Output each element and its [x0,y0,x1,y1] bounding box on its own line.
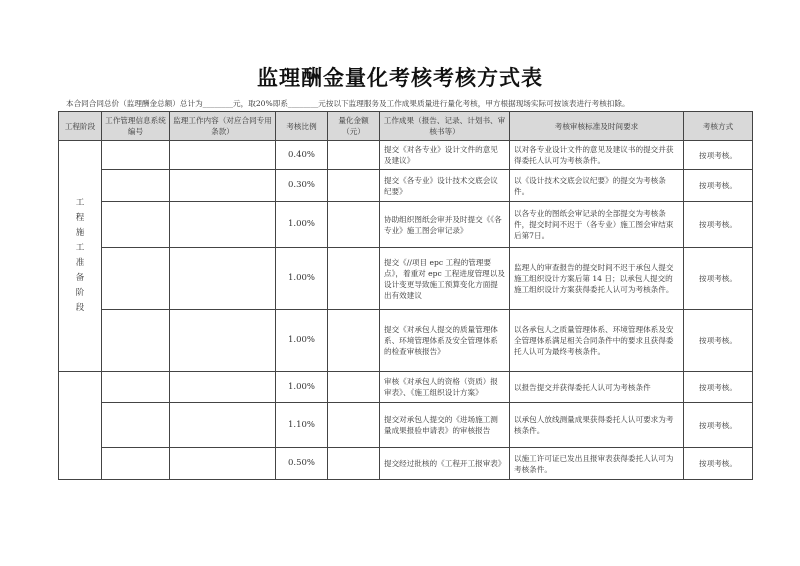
result-cell: 提交《对各专业》设计文件的意见及建议》 [380,141,510,170]
header-results: 工作成果（报告、记录、计划书、审核书等） [380,112,510,141]
table-row [59,202,753,248]
content-cell [170,372,276,403]
ratio-cell: 1.00% [276,248,328,310]
ratio-cell: 1.10% [276,403,328,448]
header-stage: 工程阶段 [59,112,102,141]
result-cell: 提交《//项目 epc 工程的管理要点》，着重对 epc 工程进度管理以及设计变更导致施工预算变化方面提出有效建议 [380,248,510,310]
result-cell: 提交《对承包人提交的质量管理体系、环境管理体系及安全管理体系的检查审核报告》 [380,310,510,372]
result-cell: 协助组织图纸会审并及时提交《《各专业》施工图会审记录》 [380,202,510,248]
info-no-cell [102,202,170,248]
table-row [59,141,753,170]
amount-cell [328,141,380,170]
content-cell [170,202,276,248]
header-method: 考核方式 [684,112,753,141]
amount-cell [328,310,380,372]
info-no-cell [102,248,170,310]
method-cell: 按项考核。 [684,403,753,448]
content-cell [170,310,276,372]
table-row [59,448,753,480]
table-row [59,403,753,448]
assessment-table [58,111,753,480]
method-cell: 按项考核。 [684,448,753,480]
result-cell: 提交《各专业》设计技术交底会议纪要》 [380,170,510,202]
content-cell [170,248,276,310]
stage-cell [59,372,102,480]
result-cell: 提交经过批核的《工程开工报审表》 [380,448,510,480]
content-cell [170,448,276,480]
amount-cell [328,448,380,480]
intro-text: 本合同合同总价（监理酬金总额）总计为________元，取20%即系________元按以下监理服务及工作成果质量进行量化考核，甲方根据现场实际可按该表进行考核扣除。 [66,99,630,108]
standard-cell: 以《设计技术交底会议纪要》的提交为考核条件。 [510,170,684,202]
content-cell [170,141,276,170]
standard-cell: 监理人的审查报告的提交时间不迟于承包人提交施工组织设计方案后第 14 日；以承包人提交的施工组织设计方案获得委托人认可为考核条件。 [510,248,684,310]
info-no-cell [102,310,170,372]
ratio-cell: 1.00% [276,310,328,372]
ratio-cell: 1.00% [276,202,328,248]
standard-cell: 以各专业的图纸会审记录的全部提交为考核条件，提交时间不迟于（各专业）施工图会审结束后第7日。 [510,202,684,248]
header-ratio: 考核比例 [276,112,328,141]
method-cell: 按项考核。 [684,372,753,403]
amount-cell [328,403,380,448]
amount-cell [328,248,380,310]
info-no-cell [102,448,170,480]
table-row [59,170,753,202]
method-cell: 按项考核。 [684,141,753,170]
standard-cell: 以报告提交并获得委托人认可为考核条件 [510,372,684,403]
ratio-cell: 0.30% [276,170,328,202]
header-content: 监理工作内容（对应合同专用条款） [170,112,276,141]
ratio-cell: 0.40% [276,141,328,170]
header-row [59,112,753,141]
table-row [59,372,753,403]
method-cell: 按项考核。 [684,248,753,310]
header-standard: 考核审核标准及时间要求 [510,112,684,141]
amount-cell [328,202,380,248]
standard-cell: 以承包人放线测量成果获得委托人认可要求为考核条件。 [510,403,684,448]
amount-cell [328,170,380,202]
standard-cell: 以对各专业设计文件的意见及建议书的提交并获得委托人认可为考核条件。 [510,141,684,170]
method-cell: 按项考核。 [684,170,753,202]
info-no-cell [102,372,170,403]
header-info-no: 工作管理信息系统编号 [102,112,170,141]
ratio-cell: 1.00% [276,372,328,403]
standard-cell: 以各承包人之质量管理体系、环境管理体系及安全管理体系满足相关合同条件中的要求且获得委托人认可为最终考核条件。 [510,310,684,372]
table-row [59,248,753,310]
method-cell: 按项考核。 [684,310,753,372]
content-cell [170,403,276,448]
info-no-cell [102,141,170,170]
table-row [59,310,753,372]
info-no-cell [102,403,170,448]
result-cell: 提交对承包人提交的《进场施工测量成果报验申请表》的审核报告 [380,403,510,448]
method-cell: 按项考核。 [684,202,753,248]
info-no-cell [102,170,170,202]
stage-cell: 工 程 施 工 准 备 阶 段 [59,141,102,372]
result-cell: 审核《对承包人的资格（资质）报审表》、《施工组织设计方案》 [380,372,510,403]
standard-cell: 以施工许可证已发出且报审表获得委托人认可为考核条件。 [510,448,684,480]
amount-cell [328,372,380,403]
page-title: 监理酬金量化考核考核方式表 [257,66,543,90]
header-amount: 量化金额（元） [328,112,380,141]
ratio-cell: 0.50% [276,448,328,480]
content-cell [170,170,276,202]
